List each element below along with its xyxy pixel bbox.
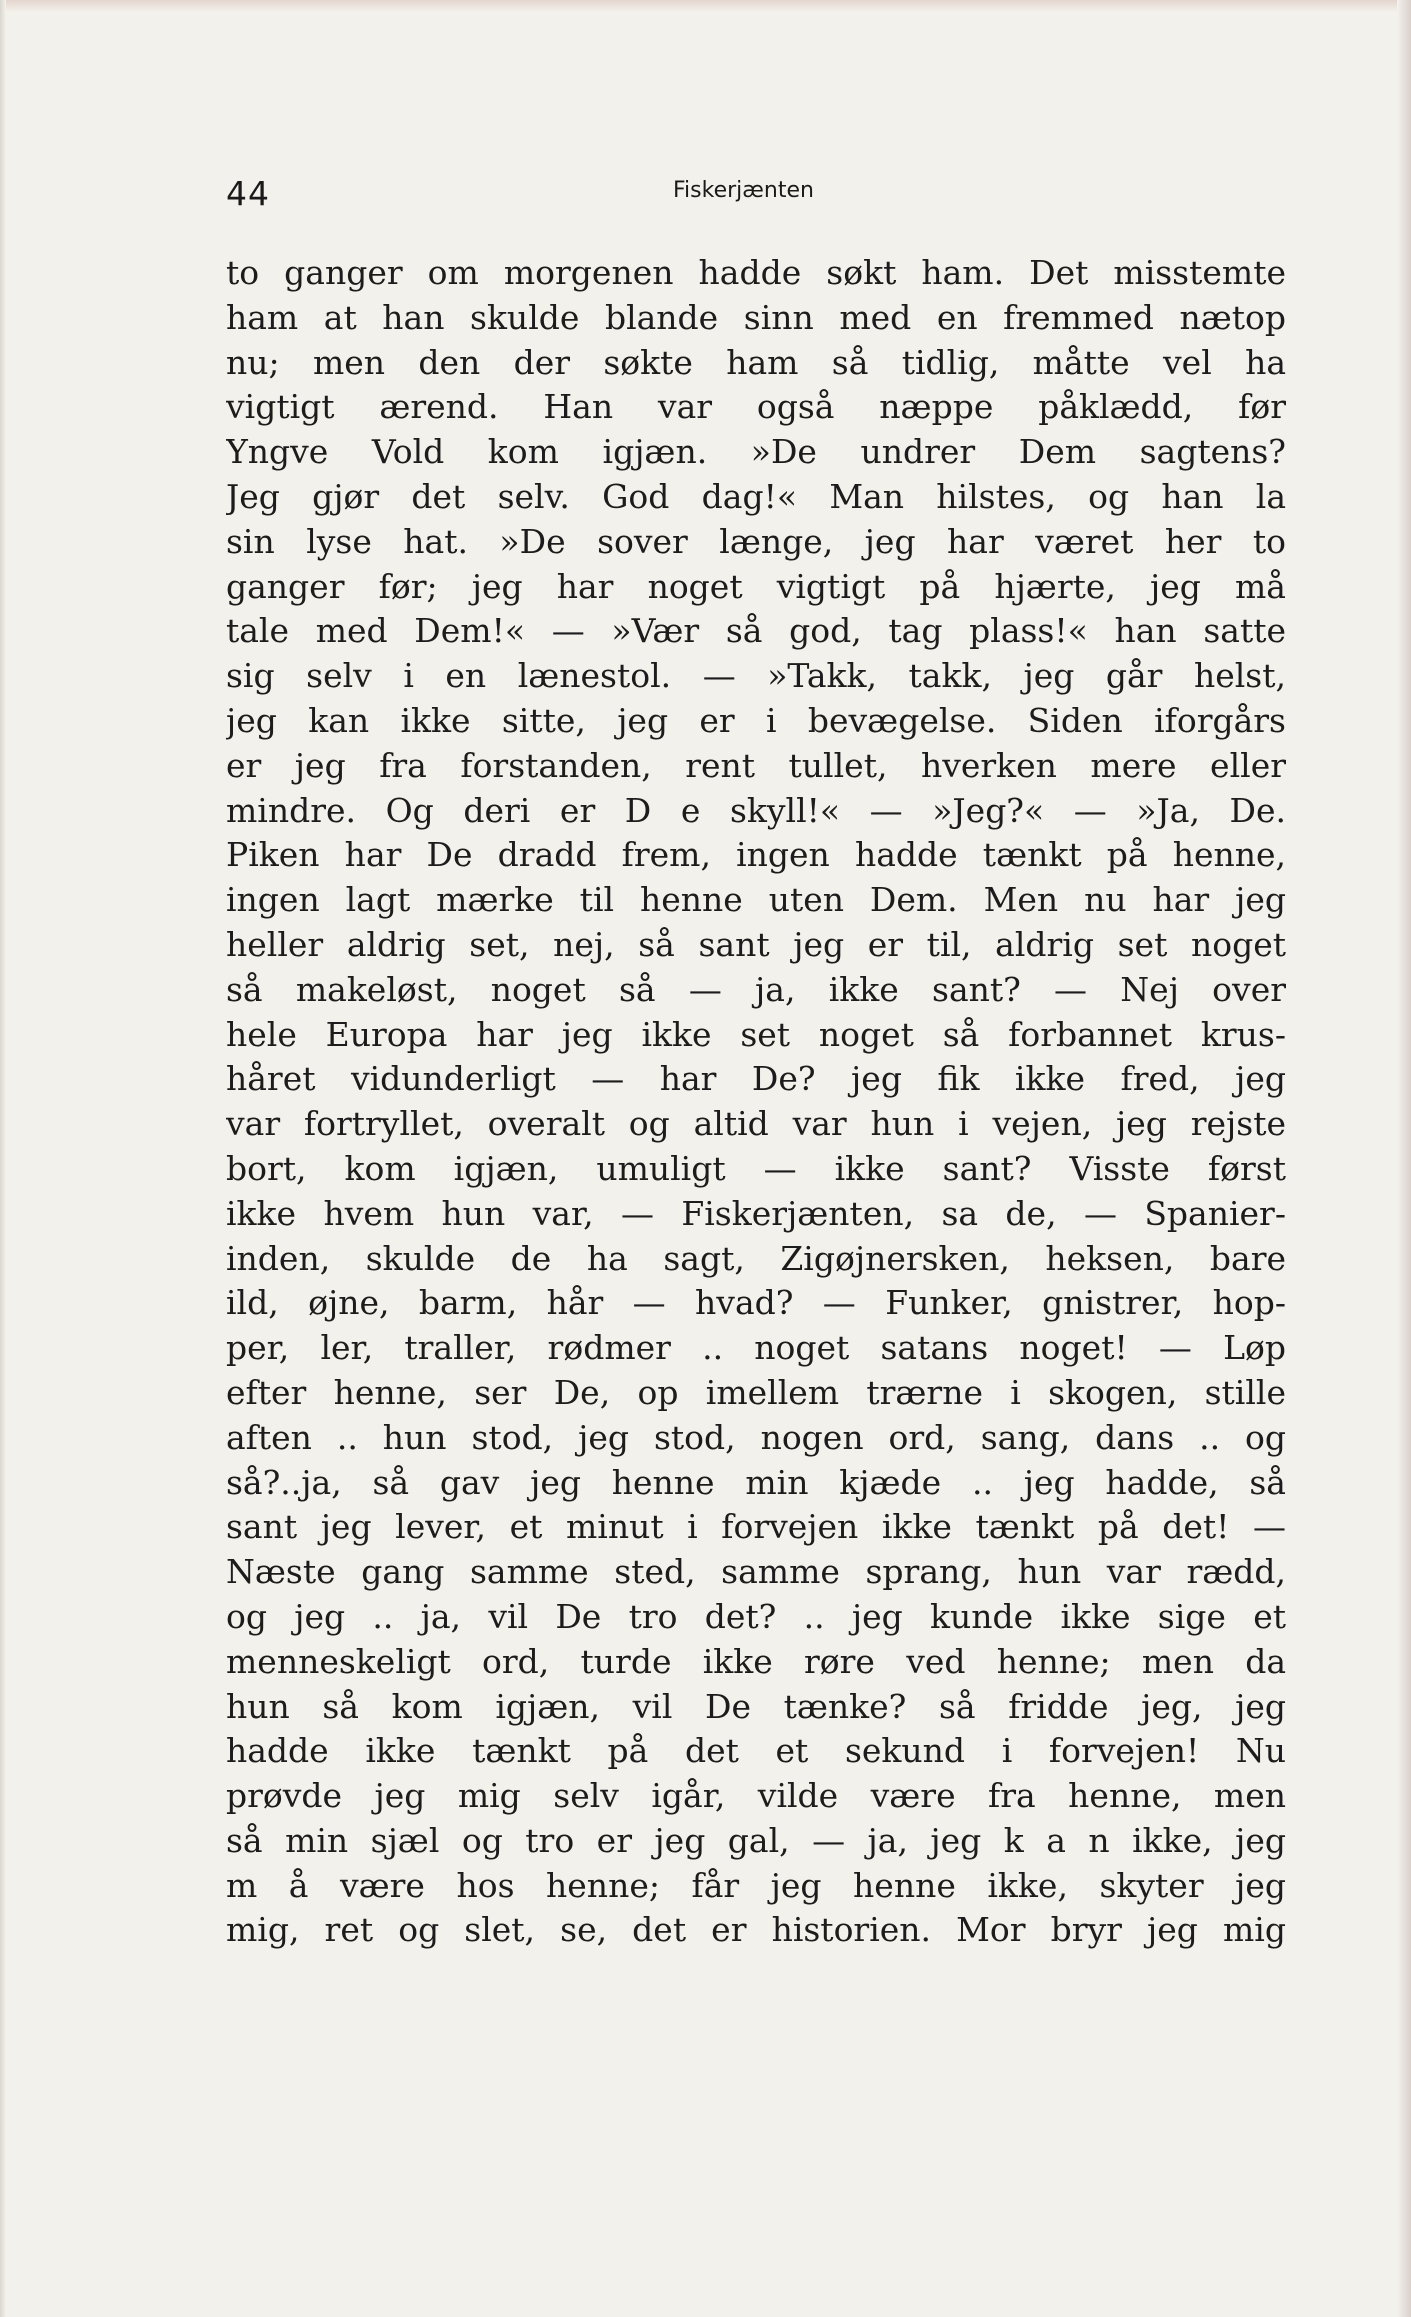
text-line: håret vidunderligt — har De? jeg fik ikke fred, jeg (226, 1059, 1286, 1099)
text-line: sin lyse hat. »De sover længe, jeg har været her to (226, 521, 1286, 561)
text-line: så?..ja, så gav jeg henne min kjæde .. jeg hadde, så (226, 1462, 1286, 1502)
text-line: mig, ret og slet, se, det er historien. Mor bryr jeg mig (226, 1910, 1286, 1950)
text-line: så min sjæl og tro er jeg gal, — ja, jeg k a n ikke, jeg (226, 1820, 1286, 1860)
text-line: ikke hvem hun var, — Fiskerjænten, sa de, — Spanier- (226, 1193, 1286, 1233)
text-line: så makeløst, noget så — ja, ikke sant? — Nej over (226, 969, 1286, 1009)
text-line: to ganger om morgenen hadde søkt ham. Det misstemte (226, 253, 1286, 292)
text-line: per, ler, traller, rødmer .. noget satans noget! — Løp (226, 1328, 1286, 1368)
text-line: hun så kom igjæn, vil De tænke? så fridde jeg, jeg (226, 1686, 1286, 1726)
text-line: vigtigt ærend. Han var også næppe påklædd, før (226, 387, 1286, 427)
text-line: nu; men den der søkte ham så tidlig, måtte vel ha (226, 342, 1286, 382)
text-line: aften .. hun stod, jeg stod, nogen ord, sang, dans .. og (226, 1417, 1286, 1457)
text-line: og jeg .. ja, vil De tro det? .. jeg kunde ikke sige et (226, 1596, 1286, 1636)
page-number: 44 (226, 174, 270, 213)
text-line: sig selv i en lænestol. — »Takk, takk, jeg går helst, (226, 656, 1286, 696)
text-line: ingen lagt mærke til henne uten Dem. Men nu har jeg (226, 880, 1286, 920)
page-header (226, 174, 1286, 224)
text-line: menneskeligt ord, turde ikke røre ved henne; men da (226, 1641, 1286, 1681)
text-line: prøvde jeg mig selv igår, vilde være fra henne, men (226, 1776, 1286, 1816)
text-line: ganger før; jeg har noget vigtigt på hjærte, jeg må (226, 566, 1286, 606)
text-line: Yngve Vold kom igjæn. »De undrer Dem sagtens? (226, 432, 1286, 472)
text-line: Piken har De dradd frem, ingen hadde tænkt på henne, (226, 835, 1286, 875)
text-line: sant jeg lever, et minut i forvejen ikke tænkt på det! — (226, 1507, 1286, 1547)
page-right-edge (1397, 0, 1411, 2317)
text-line: hele Europa har jeg ikke set noget så forbannet krus- (226, 1014, 1286, 1054)
text-line: ham at han skulde blande sinn med en fremmed nætop (226, 297, 1286, 337)
text-line: jeg kan ikke sitte, jeg er i bevægelse. Siden iforgårs (226, 700, 1286, 740)
text-line: bort, kom igjæn, umuligt — ikke sant? Visste først (226, 1148, 1286, 1188)
text-line: inden, skulde de ha sagt, Zigøjnersken, heksen, bare (226, 1238, 1286, 1278)
text-line: tale med Dem!« — »Vær så god, tag plass!« han satte (226, 611, 1286, 651)
body-text (226, 251, 1286, 1953)
text-line: efter henne, ser De, op imellem trærne i skogen, stille (226, 1372, 1286, 1412)
text-line: hadde ikke tænkt på det et sekund i forvejen! Nu (226, 1731, 1286, 1771)
text-line: Næste gang samme sted, samme sprang, hun var rædd, (226, 1552, 1286, 1592)
text-line: Jeg gjør det selv. God dag!« Man hilstes, og han la (226, 476, 1286, 516)
page-top-edge (0, 0, 1411, 12)
text-line: er jeg fra forstanden, rent tullet, hverken mere eller (226, 745, 1286, 785)
page-left-edge (0, 0, 6, 2317)
text-line: mindre. Og deri er D e skyll!« — »Jeg?« — »Ja, De. (226, 790, 1286, 830)
running-title: Fiskerjænten (673, 178, 814, 203)
text-line: heller aldrig set, nej, så sant jeg er til, aldrig set noget (226, 924, 1286, 964)
text-line: var fortryllet, overalt og altid var hun i vejen, jeg rejste (226, 1104, 1286, 1144)
text-line: m å være hos henne; får jeg henne ikke, skyter jeg (226, 1865, 1286, 1905)
text-line: ild, øjne, barm, hår — hvad? — Funker, gnistrer, hop- (226, 1283, 1286, 1323)
